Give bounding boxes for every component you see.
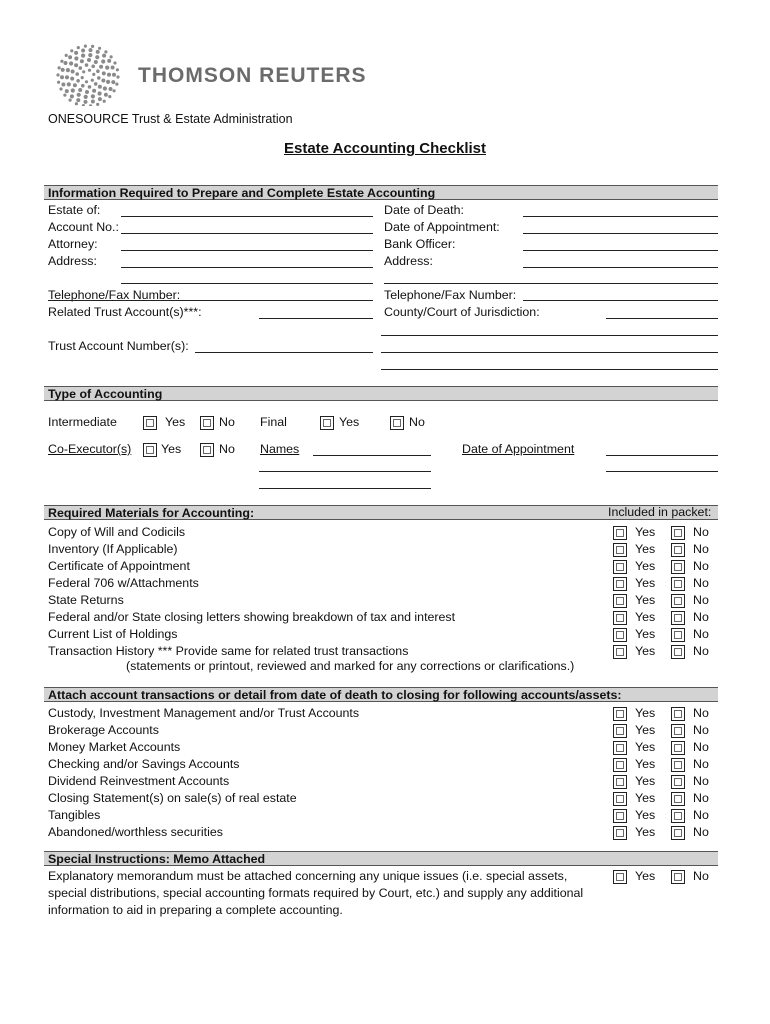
date-of-appointment-label: Date of Appointment: [384, 220, 500, 234]
attach-yes-checkbox[interactable] [613, 724, 627, 738]
attach-yes-checkbox[interactable] [613, 792, 627, 806]
attach-item-label: Dividend Reinvestment Accounts [48, 774, 230, 788]
names-label: Names [260, 442, 300, 456]
county-label: County/Court of Jurisdiction: [384, 305, 540, 319]
logo-dot [74, 63, 78, 67]
date-of-appointment-field[interactable] [523, 233, 718, 234]
special-line-2: special distributions, special accounting formats required by Court, etc.) and supply any additional [48, 886, 584, 900]
logo-dot [81, 49, 85, 53]
logo-dot [84, 95, 88, 99]
logo-dot [65, 54, 68, 57]
material-yes-label: Yes [635, 576, 656, 590]
address-right-field[interactable] [523, 267, 718, 268]
material-no-checkbox[interactable] [671, 543, 685, 557]
material-no-label: No [693, 627, 709, 641]
logo-dot [102, 54, 106, 58]
attach-no-checkbox[interactable] [671, 758, 685, 772]
logo-dot [64, 61, 68, 65]
material-yes-label: Yes [635, 627, 656, 641]
logo-dot [113, 61, 116, 64]
material-no-label: No [693, 644, 709, 658]
material-yes-checkbox[interactable] [613, 526, 627, 540]
attach-item-label: Brokerage Accounts [48, 723, 159, 737]
material-yes-checkbox[interactable] [613, 560, 627, 574]
attach-yes-label: Yes [635, 757, 656, 771]
attach-yes-label: Yes [635, 740, 656, 754]
logo-dot [115, 83, 118, 86]
logo-dot [65, 89, 69, 93]
attach-yes-checkbox[interactable] [613, 809, 627, 823]
telephone-right-field[interactable] [523, 300, 718, 301]
attach-yes-checkbox[interactable] [613, 707, 627, 721]
telephone-left-label: Telephone/Fax Number: [48, 288, 181, 302]
logo-dot [99, 65, 103, 69]
logo-dot [89, 48, 93, 52]
logo-dot [67, 82, 71, 86]
material-item-label: Copy of Will and Codicils [48, 525, 186, 539]
names-field-1[interactable] [313, 455, 431, 456]
logo-dot [88, 53, 92, 57]
logo-dot [91, 45, 94, 48]
intermediate-yes-checkbox[interactable] [143, 416, 157, 430]
intermediate-no-checkbox[interactable] [200, 416, 214, 430]
attach-yes-checkbox[interactable] [613, 826, 627, 840]
attach-item-label: Tangibles [48, 808, 101, 822]
material-no-checkbox[interactable] [671, 645, 685, 659]
attach-no-checkbox[interactable] [671, 741, 685, 755]
logo-dot [107, 59, 111, 63]
attach-yes-label: Yes [635, 706, 656, 720]
logo-dot [94, 60, 98, 64]
attach-section-header: Attach account transactions or detail from date of death to closing for following accounts/assets: [44, 687, 718, 702]
logo-dot [58, 66, 61, 69]
logo-dot [116, 75, 119, 78]
material-yes-checkbox[interactable] [613, 611, 627, 625]
material-item-label: Federal and/or State closing letters showing breakdown of tax and interest [48, 610, 456, 624]
logo-dot [85, 90, 89, 94]
material-no-checkbox[interactable] [671, 526, 685, 540]
logo-dot [98, 91, 102, 95]
names-field-3[interactable] [259, 488, 431, 489]
logo-dot [88, 85, 92, 89]
final-no-label: No [409, 415, 425, 429]
logo-dot [96, 50, 100, 54]
logo-dot [66, 68, 70, 72]
attach-yes-checkbox[interactable] [613, 775, 627, 789]
coexecutor-no-label: No [219, 442, 235, 456]
address-right-label: Address: [384, 254, 433, 268]
logo-dot [91, 94, 95, 98]
logo-dot [70, 94, 74, 98]
attach-yes-label: Yes [635, 774, 656, 788]
related-trust-label: Related Trust Account(s)***: [48, 305, 202, 319]
attach-no-checkbox[interactable] [671, 826, 685, 840]
logo-dot [97, 76, 101, 80]
address-left-field-2[interactable] [121, 283, 373, 284]
related-trust-field[interactable] [259, 318, 373, 319]
logo-dot [77, 93, 81, 97]
page-title: Estate Accounting Checklist [284, 140, 486, 157]
included-in-packet-label: Included in packet: [608, 505, 712, 519]
logo-dot [107, 73, 111, 77]
memo-yes-label: Yes [635, 869, 656, 883]
logo-dot [109, 87, 113, 91]
logo-dot [98, 47, 101, 50]
logo-dot [56, 73, 59, 76]
logo-dot [98, 85, 102, 89]
logo-dot [73, 83, 77, 87]
attach-no-label: No [693, 791, 709, 805]
attach-no-label: No [693, 825, 709, 839]
logo-dot [102, 71, 106, 75]
material-item-label: Transaction History *** Provide same for related trust transactions [48, 644, 409, 658]
bank-officer-label: Bank Officer: [384, 237, 456, 251]
logo-dot [59, 87, 62, 90]
intermediate-label: Intermediate [48, 415, 117, 429]
material-no-checkbox[interactable] [671, 577, 685, 591]
telephone-left-field[interactable] [48, 300, 373, 301]
attorney-field[interactable] [121, 250, 373, 251]
memo-no-label: No [693, 869, 709, 883]
appointment-date-field-1[interactable] [606, 455, 718, 456]
material-no-checkbox[interactable] [671, 611, 685, 625]
logo-dot [61, 83, 65, 87]
attach-no-checkbox[interactable] [671, 809, 685, 823]
special-line-1: Explanatory memorandum must be attached concerning any unique issues (i.e. special assets, [48, 869, 568, 883]
logo-dot [110, 55, 113, 58]
memo-no-checkbox[interactable] [671, 870, 685, 884]
logo-dot [106, 80, 110, 84]
logo-dot [74, 56, 78, 60]
material-item-label: Certificate of Appointment [48, 559, 190, 573]
logo-dot [101, 59, 105, 63]
logo-dot [70, 49, 73, 52]
type-section-header: Type of Accounting [44, 386, 718, 401]
attach-item-label: Abandoned/worthless securities [48, 825, 223, 839]
appointment-date-field-2[interactable] [606, 471, 718, 472]
trust-account-line-3[interactable] [381, 369, 718, 370]
special-section-header: Special Instructions: Memo Attached [44, 851, 718, 866]
logo-dot [75, 72, 79, 76]
logo-dot [76, 98, 80, 102]
logo-dot [80, 59, 84, 63]
material-no-label: No [693, 559, 709, 573]
logo-dot [96, 69, 100, 73]
logo-dot [92, 89, 96, 93]
logo-dot [82, 70, 85, 73]
logo-dot [103, 86, 107, 90]
telephone-right-label: Telephone/Fax Number: [384, 288, 517, 302]
attach-item-label: Money Market Accounts [48, 740, 181, 754]
estate-of-field[interactable] [121, 216, 373, 217]
logo-dot [63, 94, 66, 97]
attach-no-checkbox[interactable] [671, 775, 685, 789]
material-item-label: State Returns [48, 593, 124, 607]
material-yes-label: Yes [635, 525, 656, 539]
logo-dot [104, 93, 108, 97]
material-no-label: No [693, 542, 709, 556]
logo-dot [104, 50, 107, 53]
logo-dot [82, 104, 85, 106]
logo-dot [75, 102, 78, 105]
material-yes-label: Yes [635, 559, 656, 573]
logo-dot [81, 54, 85, 58]
material-yes-checkbox[interactable] [613, 628, 627, 642]
attach-no-label: No [693, 757, 709, 771]
logo-dot [111, 80, 115, 84]
material-item-label: Federal 706 w/Attachments [48, 576, 199, 590]
logo-dot [116, 68, 119, 71]
logo-dot [79, 66, 83, 70]
logo-dot [57, 81, 60, 84]
logo-dot [88, 69, 91, 72]
coexecutor-yes-checkbox[interactable] [143, 443, 157, 457]
logo-dot [85, 80, 88, 83]
logo-dot [103, 100, 106, 103]
material-yes-label: Yes [635, 542, 656, 556]
logo-dot [96, 103, 99, 106]
logo-dot [113, 89, 116, 92]
address-left-field[interactable] [121, 267, 373, 268]
logo-dot [74, 51, 78, 55]
intermediate-yes-label: Yes [165, 415, 186, 429]
county-field[interactable] [606, 318, 718, 319]
trust-account-numbers-label: Trust Account Number(s): [48, 339, 189, 353]
final-yes-label: Yes [339, 415, 360, 429]
logo-dot [89, 104, 92, 106]
logo-dot [92, 73, 95, 76]
final-no-checkbox[interactable] [390, 416, 404, 430]
attach-no-label: No [693, 808, 709, 822]
brand-name: THOMSON REUTERS [138, 64, 367, 87]
attach-no-label: No [693, 723, 709, 737]
memo-yes-checkbox[interactable] [613, 870, 627, 884]
logo-dot [65, 75, 69, 79]
logo-dot [91, 100, 95, 104]
logo-dot [77, 46, 80, 49]
logo-dot [76, 79, 80, 83]
trust-account-numbers-field[interactable] [195, 352, 373, 353]
material-yes-label: Yes [635, 593, 656, 607]
final-label: Final [260, 415, 287, 429]
material-no-checkbox[interactable] [671, 628, 685, 642]
logo-dot [111, 66, 115, 70]
attach-no-label: No [693, 774, 709, 788]
material-no-label: No [693, 593, 709, 607]
coexecutor-label: Co-Executor(s) [48, 442, 132, 456]
date-of-appointment-col-label: Date of Appointment [462, 442, 575, 456]
attach-no-checkbox[interactable] [671, 792, 685, 806]
logo-dot [70, 77, 74, 81]
material-no-checkbox[interactable] [671, 560, 685, 574]
logo-dot [69, 61, 73, 65]
info-section-header: Information Required to Prepare and Complete Estate Accounting [44, 185, 718, 200]
subtitle: ONESOURCE Trust & Estate Administration [48, 112, 293, 126]
material-yes-checkbox[interactable] [613, 543, 627, 557]
materials-section-header: Required Materials for Accounting: [44, 505, 718, 520]
account-no-field[interactable] [121, 233, 373, 234]
attach-yes-checkbox[interactable] [613, 758, 627, 772]
material-no-checkbox[interactable] [671, 594, 685, 608]
logo-dot [94, 82, 98, 86]
attach-no-checkbox[interactable] [671, 707, 685, 721]
date-of-death-label: Date of Death: [384, 203, 464, 217]
final-yes-checkbox[interactable] [320, 416, 334, 430]
logo-dot [81, 84, 85, 88]
material-yes-checkbox[interactable] [613, 577, 627, 591]
logo-dot [68, 55, 72, 59]
materials-note: (statements or printout, reviewed and marked for any corrections or clarifications.) [126, 659, 575, 673]
logo-dot [61, 68, 65, 72]
address-right-field-2[interactable] [384, 283, 718, 284]
logo-dot [78, 88, 82, 92]
logo-dot [98, 97, 102, 101]
material-item-label: Inventory (If Applicable) [48, 542, 178, 556]
logo-dot [87, 58, 91, 62]
date-of-death-field[interactable] [523, 216, 718, 217]
bank-officer-field[interactable] [523, 250, 718, 251]
attach-yes-label: Yes [635, 808, 656, 822]
logo-dot [91, 65, 95, 69]
material-yes-checkbox[interactable] [613, 645, 627, 659]
logo-dot [69, 99, 72, 102]
logo-dot [84, 100, 88, 104]
logo-dot [84, 45, 87, 48]
logo-dot [71, 70, 75, 74]
material-yes-checkbox[interactable] [613, 594, 627, 608]
attach-yes-label: Yes [635, 825, 656, 839]
attach-item-label: Closing Statement(s) on sale(s) of real estate [48, 791, 297, 805]
address-left-label: Address: [48, 254, 97, 268]
logo-dot [101, 79, 105, 83]
attach-no-checkbox[interactable] [671, 724, 685, 738]
logo-dot [85, 63, 89, 67]
logo-dot [81, 76, 84, 79]
material-yes-label: Yes [635, 610, 656, 624]
trust-account-line-2[interactable] [381, 352, 718, 353]
material-no-label: No [693, 610, 709, 624]
material-yes-label: Yes [635, 644, 656, 658]
account-no-label: Account No.: [48, 220, 119, 234]
logo-dot [105, 66, 109, 70]
coexecutor-yes-label: Yes [161, 442, 182, 456]
attorney-label: Attorney: [48, 237, 98, 251]
logo-dot [71, 88, 75, 92]
material-item-label: Current List of Holdings [48, 627, 178, 641]
attach-item-label: Custody, Investment Management and/or Trust Accounts [48, 706, 360, 720]
attach-yes-label: Yes [635, 723, 656, 737]
logo-dot [112, 73, 116, 77]
logo-dot [108, 95, 111, 98]
attach-no-label: No [693, 706, 709, 720]
intermediate-no-label: No [219, 415, 235, 429]
logo-dot [60, 60, 63, 63]
special-line-3: information to aid in preparing a complete accounting. [48, 903, 343, 917]
attach-yes-checkbox[interactable] [613, 741, 627, 755]
logo-dot [60, 75, 64, 79]
attach-no-label: No [693, 740, 709, 754]
coexecutor-no-checkbox[interactable] [200, 443, 214, 457]
logo-dot [95, 55, 99, 59]
names-field-2[interactable] [259, 471, 431, 472]
material-no-label: No [693, 576, 709, 590]
estate-of-label: Estate of: [48, 203, 101, 217]
attach-item-label: Checking and/or Savings Accounts [48, 757, 240, 771]
attach-yes-label: Yes [635, 791, 656, 805]
trust-account-line-1[interactable] [381, 335, 718, 336]
logo-dot [91, 79, 94, 82]
material-no-label: No [693, 525, 709, 539]
